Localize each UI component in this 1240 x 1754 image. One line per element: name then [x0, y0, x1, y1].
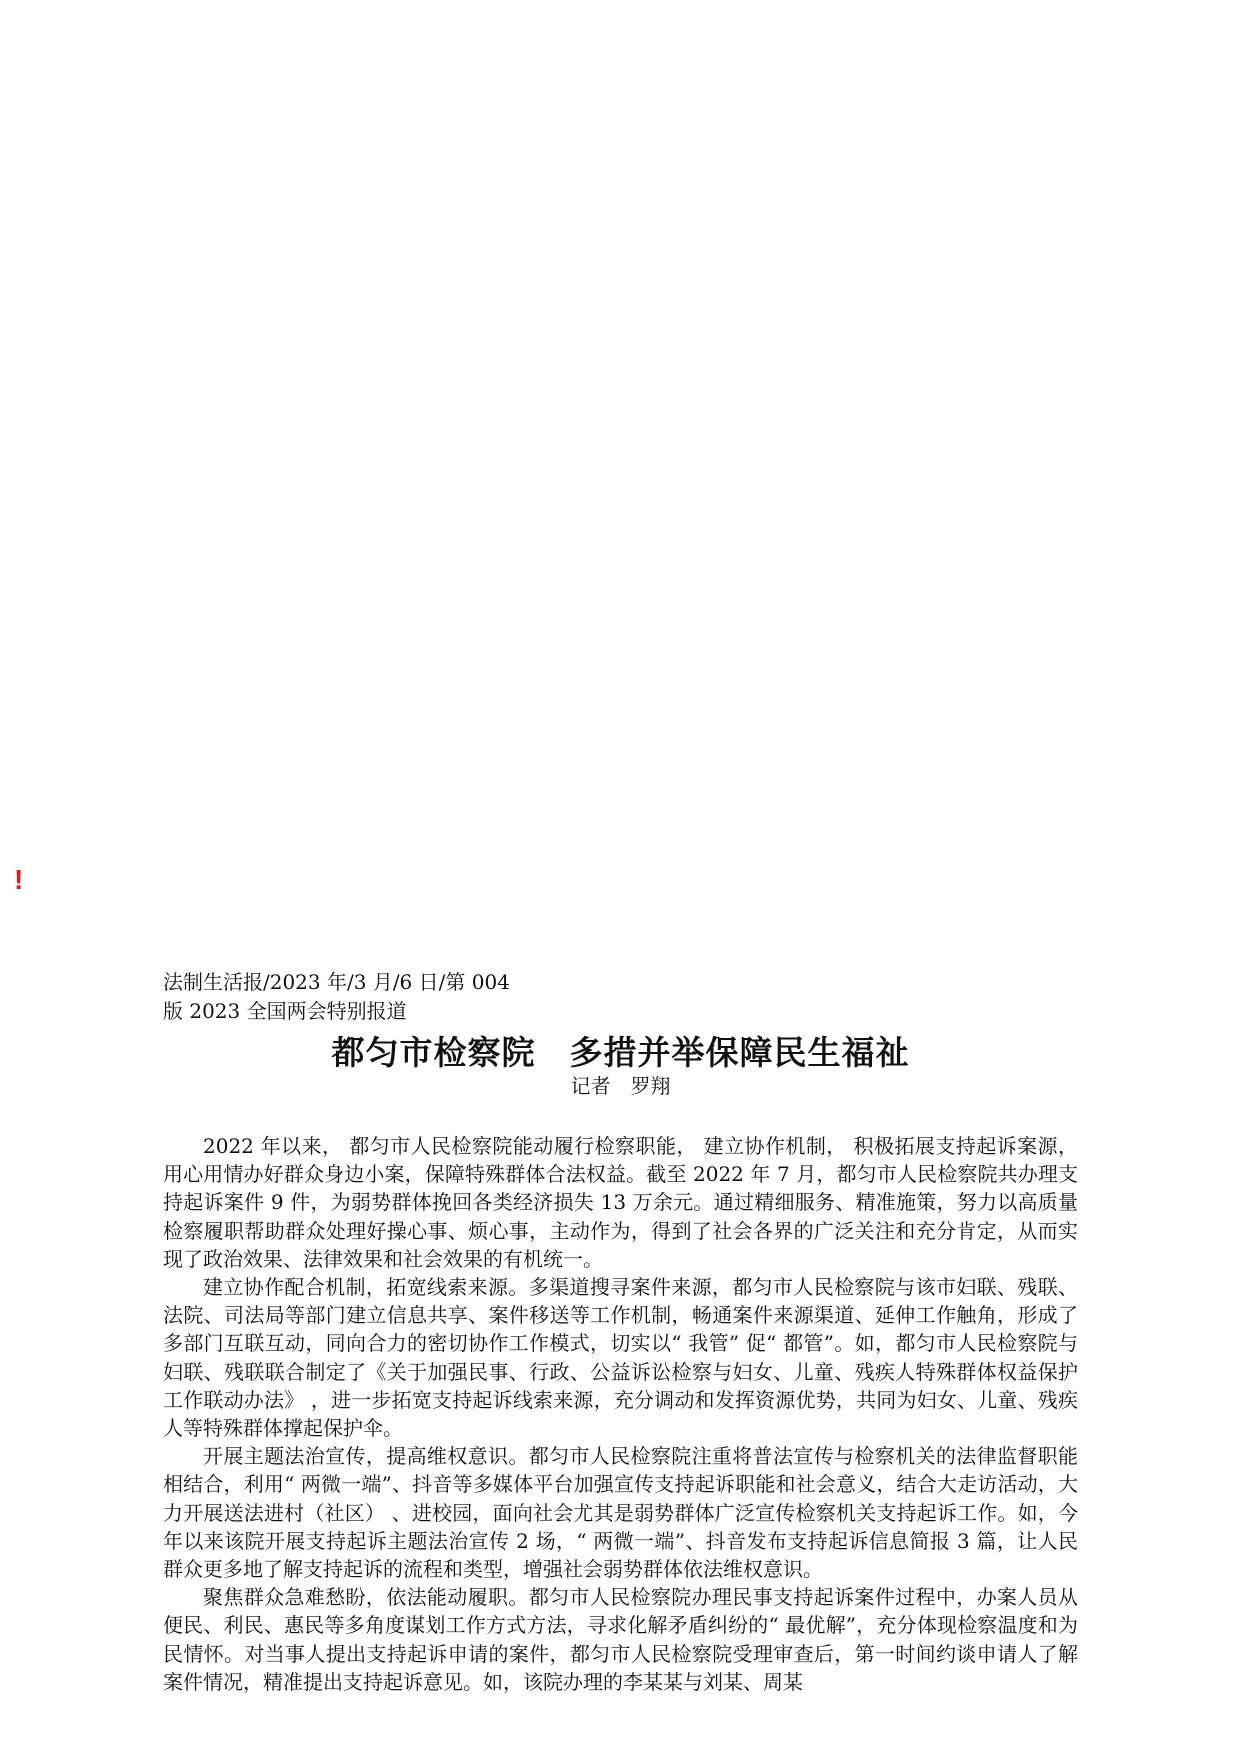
exclamation-mark: !: [14, 864, 24, 895]
article-body: [163, 1132, 1078, 1747]
source-line: 法制生活报/2023 年/3 月/6 日/第 004 版 2023 全国两会特别报道: [163, 970, 510, 1023]
byline: 记者 罗翔: [570, 1074, 671, 1098]
paragraph: 2022 年以来， 都匀市人民检察院能动履行检察职能， 建立协作机制， 积极拓展支持起诉案源，用心用情办好群众身边小案，保障特殊群体合法权益。截至 2022 年 7 月，都匀市人民检察院共办理支持起诉案件 9 件，为弱势群体挽回各类经济损失 13 万余元。通过精细服务、精准施策，努力以高质量检察履职帮助群众处理好操心事、烦心事，主动作为，得到了社会各界的广泛关注和充分肯定，从而实现了政治效果、法律效果和社会效果的有机统一。: [163, 1134, 1078, 1271]
paragraph: 开展主题法治宣传，提高维权意识。都匀市人民检察院注重将普法宣传与检察机关的法律监督职能相结合，利用“ 两微一端”、抖音等多媒体平台加强宣传支持起诉职能和社会意义，结合大走访活动，大力开展送法进村（社区） 、进校园，面向社会尤其是弱势群体广泛宣传检察机关支持起诉工作。如，今年以来该院开展支持起诉主题法治宣传 2 场，“ 两微一端”、抖音发布支持起诉信息简报 3 篇，让人民群众更多地了解支持起诉的流程和类型，增强社会弱势群体依法维权意识。: [163, 1444, 1078, 1582]
article-title: 都匀市检察院 多措并举保障民生福祉: [331, 1033, 910, 1072]
paragraph: 聚焦群众急难愁盼，依法能动履职。都匀市人民检察院办理民事支持起诉案件过程中，办案人员从便民、利民、惠民等多角度谋划工作方式方法，寻求化解矛盾纠纷的“ 最优解”，充分体现检察温度和为民情怀。对当事人提出支持起诉申请的案件，都匀市人民检察院受理审查后，第一时间约谈申请人了解案件情况，精准提出支持起诉意见。如，该院办理的李某某与刘某、周某: [163, 1585, 1078, 1694]
paragraph: 建立协作配合机制，拓宽线索来源。多渠道搜寻案件来源，都匀市人民检察院与该市妇联、残联、法院、司法局等部门建立信息共享、案件移送等工作机制，畅通案件来源渠道、延伸工作触角，形成了多部门互联互动，同向合力的密切协作工作模式，切实以“ 我管” 促“ 都管”。如，都匀市人民检察院与妇联、残联联合制定了《关于加强民事、行政、公益诉讼检察与妇女、儿童、残疾人特殊群体权益保护工作联动办法》 ，进一步拓宽支持起诉线索来源，充分调动和发挥资源优势，共同为妇女、儿童、残疾人等特殊群体撑起保护伞。: [163, 1275, 1078, 1441]
